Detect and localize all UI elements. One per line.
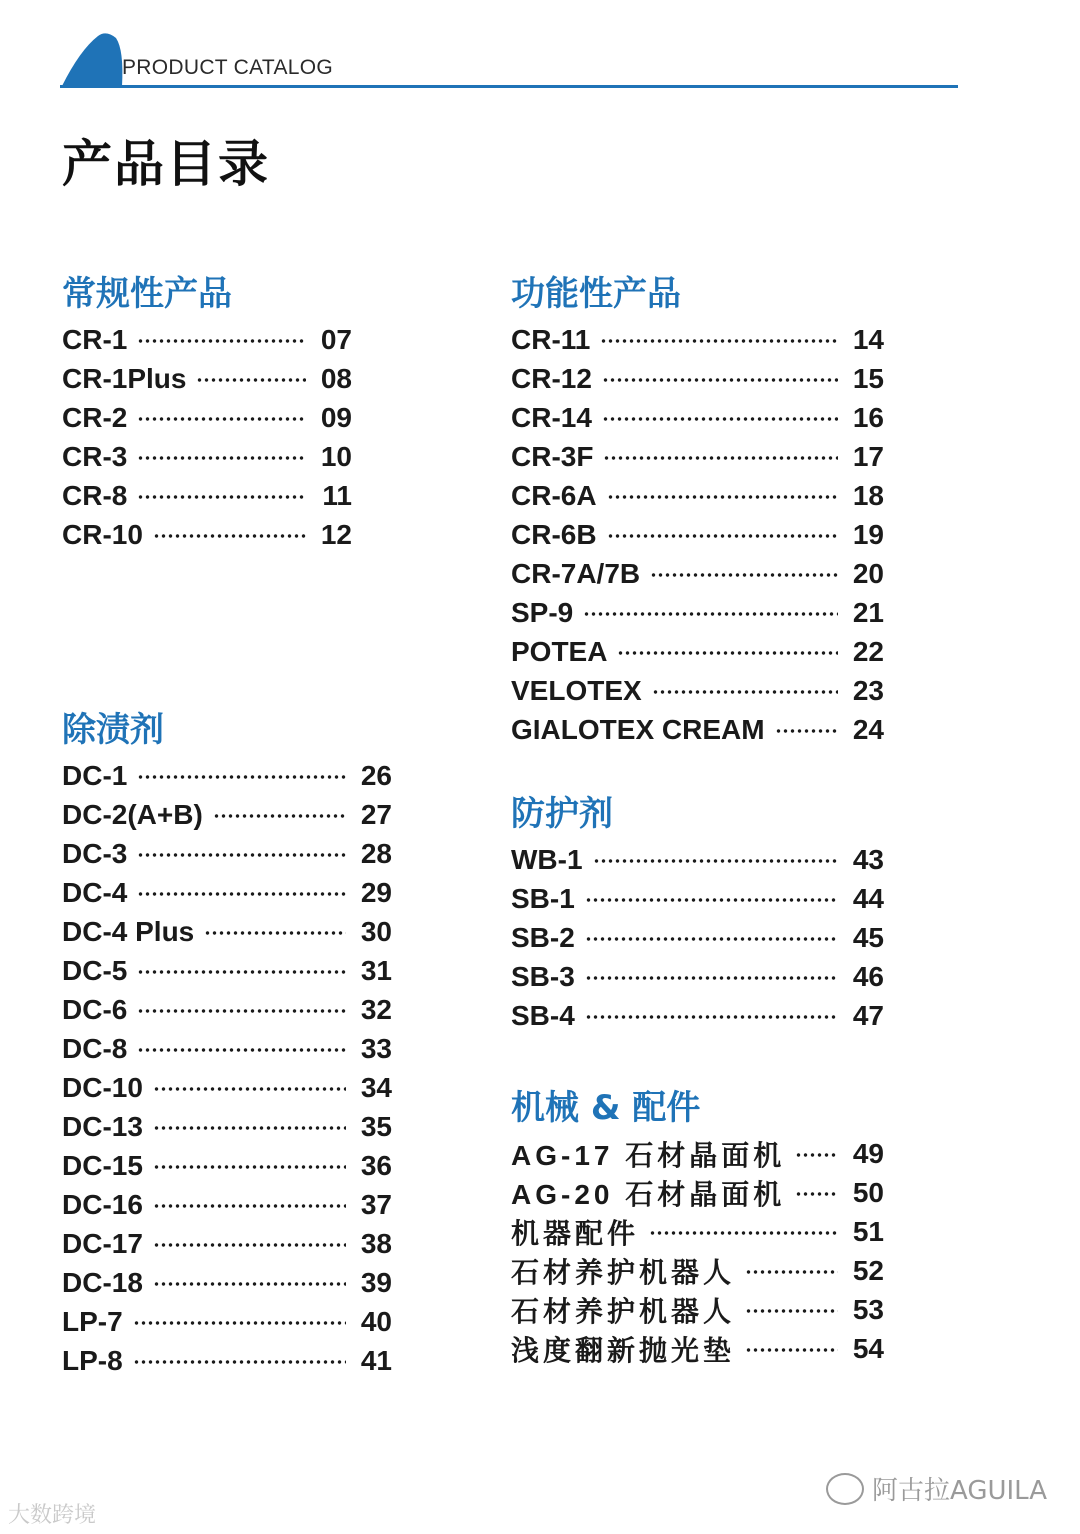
dot-leader — [213, 814, 346, 818]
toc-entry[interactable] — [511, 437, 884, 476]
entry-name: DC-4 — [62, 876, 128, 908]
entry-page-number: 26 — [360, 759, 392, 791]
dot-leader — [153, 534, 306, 538]
entry-page-number: 30 — [360, 915, 392, 947]
entry-name: 浅度翻新抛光垫 — [511, 1334, 736, 1366]
entry-page-number: 24 — [852, 713, 884, 745]
dot-leader — [137, 495, 306, 499]
dot-leader — [602, 378, 838, 382]
toc-entry[interactable] — [62, 476, 352, 515]
entry-page-number: 20 — [852, 557, 884, 589]
toc-entry[interactable] — [62, 756, 392, 795]
toc-entry[interactable] — [62, 912, 392, 951]
entry-page-number: 15 — [852, 362, 884, 394]
toc-entry[interactable] — [62, 1263, 392, 1302]
dot-leader — [652, 690, 838, 694]
toc-entry[interactable] — [511, 398, 884, 437]
entry-page-number: 28 — [360, 837, 392, 869]
entry-name: CR-14 — [511, 401, 592, 433]
toc-entry[interactable] — [511, 1251, 884, 1290]
toc-entry[interactable] — [511, 632, 884, 671]
dot-leader — [153, 1126, 346, 1130]
dot-leader — [196, 378, 306, 382]
dot-leader — [649, 1231, 838, 1235]
entry-name: CR-11 — [511, 323, 591, 355]
catalog-header — [60, 30, 958, 90]
entry-page-number: 32 — [360, 993, 392, 1025]
entry-page-number: 09 — [320, 401, 352, 433]
entry-name: CR-2 — [62, 401, 128, 433]
dot-leader — [153, 1243, 346, 1247]
dot-leader — [745, 1309, 838, 1313]
entry-page-number: 51 — [852, 1215, 884, 1247]
toc-entry[interactable] — [62, 1224, 392, 1263]
dot-leader — [602, 417, 838, 421]
toc-entry[interactable] — [62, 1302, 392, 1341]
toc-entry[interactable] — [511, 996, 884, 1035]
entry-name: WB-1 — [511, 843, 583, 875]
entry-name: 机器配件 — [511, 1217, 640, 1249]
toc-entry[interactable] — [511, 1134, 884, 1173]
entry-page-number: 33 — [360, 1032, 392, 1064]
entry-page-number: 18 — [852, 479, 884, 511]
entry-page-number: 49 — [852, 1137, 884, 1169]
dot-leader — [600, 339, 838, 343]
entry-list — [62, 320, 352, 554]
dot-leader — [153, 1204, 346, 1208]
entry-name: DC-18 — [62, 1266, 143, 1298]
dot-leader — [133, 1360, 346, 1364]
entry-page-number: 52 — [852, 1254, 884, 1286]
toc-entry[interactable] — [62, 795, 392, 834]
toc-entry[interactable] — [62, 873, 392, 912]
entry-name: SB-3 — [511, 960, 575, 992]
entry-page-number: 08 — [320, 362, 352, 394]
toc-entry[interactable] — [511, 1329, 884, 1368]
toc-entry[interactable] — [511, 1290, 884, 1329]
watermark-left: 大数跨境 — [8, 1503, 97, 1528]
entry-name: DC-1 — [62, 759, 128, 791]
section-title: 防护剂 — [511, 794, 613, 834]
toc-entry[interactable] — [511, 1212, 884, 1251]
entry-page-number: 11 — [322, 479, 352, 511]
watermark-right-label: 阿古拉AGUILA — [872, 1476, 1048, 1506]
toc-entry[interactable] — [511, 879, 884, 918]
toc-entry[interactable] — [62, 1185, 392, 1224]
entry-page-number: 41 — [360, 1344, 392, 1376]
entry-name: 石材养护机器人 — [511, 1256, 736, 1288]
entry-page-number: 53 — [852, 1293, 884, 1325]
section-protectants — [511, 788, 884, 1035]
entry-page-number: 36 — [360, 1149, 392, 1181]
entry-name: CR-8 — [62, 479, 128, 511]
entry-page-number: 17 — [852, 440, 884, 472]
entry-name: DC-16 — [62, 1188, 143, 1220]
entry-page-number: 19 — [852, 518, 884, 550]
entry-page-number: 31 — [360, 954, 392, 986]
dot-leader — [137, 417, 306, 421]
entry-page-number: 14 — [852, 323, 884, 355]
entry-name: 石材养护机器人 — [511, 1295, 736, 1327]
entry-name: DC-17 — [62, 1227, 143, 1259]
toc-entry[interactable] — [511, 1173, 884, 1212]
entry-page-number: 45 — [852, 921, 884, 953]
entry-page-number: 37 — [360, 1188, 392, 1220]
entry-name: AG-20 石材晶面机 — [511, 1178, 786, 1210]
dot-leader — [795, 1153, 838, 1157]
entry-page-number: 34 — [360, 1071, 392, 1103]
entry-name: DC-15 — [62, 1149, 143, 1181]
entry-name: DC-8 — [62, 1032, 128, 1064]
dot-leader — [137, 892, 346, 896]
dot-leader — [153, 1165, 346, 1169]
entry-page-number: 39 — [360, 1266, 392, 1298]
toc-entry[interactable] — [511, 515, 884, 554]
section-functional — [511, 268, 884, 749]
section-regular — [62, 268, 352, 554]
toc-entry[interactable] — [62, 951, 392, 990]
dot-leader — [585, 898, 838, 902]
chat-bubble-icon — [826, 1473, 864, 1505]
entry-list — [511, 1134, 884, 1368]
entry-name: CR-1Plus — [62, 362, 187, 394]
section-title: 机械 & 配件 — [511, 1088, 701, 1128]
dot-leader — [204, 931, 346, 935]
entry-name: CR-12 — [511, 362, 592, 394]
toc-entry[interactable] — [62, 834, 392, 873]
entry-name: DC-4 Plus — [62, 915, 195, 947]
entry-name: CR-1 — [62, 323, 128, 355]
entry-name: POTEA — [511, 635, 608, 667]
entry-name: CR-3 — [62, 440, 128, 472]
entry-name: DC-10 — [62, 1071, 143, 1103]
entry-name: CR-7A/7B — [511, 557, 641, 589]
toc-entry[interactable] — [511, 840, 884, 879]
toc-entry[interactable] — [62, 1068, 392, 1107]
entry-page-number: 43 — [852, 843, 884, 875]
entry-name: DC-5 — [62, 954, 128, 986]
dot-leader — [585, 1015, 838, 1019]
entry-page-number: 10 — [320, 440, 352, 472]
entry-name: CR-6A — [511, 479, 597, 511]
entry-page-number: 38 — [360, 1227, 392, 1259]
entry-name: GIALOTEX CREAM — [511, 713, 765, 745]
toc-entry[interactable] — [62, 437, 352, 476]
entry-page-number: 47 — [852, 999, 884, 1031]
entry-name: DC-3 — [62, 837, 128, 869]
entry-name: LP-8 — [62, 1344, 123, 1376]
dot-leader — [775, 729, 838, 733]
dot-leader — [137, 339, 306, 343]
entry-name: SB-4 — [511, 999, 575, 1031]
entry-name: AG-17 石材晶面机 — [511, 1139, 786, 1171]
entry-name: CR-10 — [62, 518, 143, 550]
entry-page-number: 22 — [852, 635, 884, 667]
dot-leader — [745, 1270, 838, 1274]
dot-leader — [603, 456, 838, 460]
entry-name: DC-13 — [62, 1110, 143, 1142]
entry-list — [511, 320, 884, 749]
toc-entry[interactable] — [511, 918, 884, 957]
toc-entry[interactable] — [62, 515, 352, 554]
entry-page-number: 46 — [852, 960, 884, 992]
dot-leader — [650, 573, 838, 577]
dot-leader — [137, 456, 306, 460]
toc-entry[interactable] — [511, 593, 884, 632]
entry-name: DC-2(A+B) — [62, 798, 203, 830]
entry-page-number: 21 — [852, 596, 884, 628]
toc-entry[interactable] — [62, 1107, 392, 1146]
toc-entry[interactable] — [62, 1341, 392, 1380]
header-label: PRODUCT CATALOG — [122, 56, 334, 79]
dot-leader — [607, 495, 838, 499]
dot-leader — [153, 1087, 346, 1091]
entry-name: DC-6 — [62, 993, 128, 1025]
dot-leader — [137, 1009, 346, 1013]
entry-name: LP-7 — [62, 1305, 123, 1337]
entry-page-number: 44 — [852, 882, 884, 914]
entry-list — [62, 756, 392, 1380]
section-title: 常规性产品 — [62, 274, 232, 314]
toc-entry[interactable] — [511, 476, 884, 515]
toc-entry[interactable] — [511, 671, 884, 710]
entry-page-number: 29 — [360, 876, 392, 908]
dot-leader — [137, 970, 346, 974]
entry-name: VELOTEX — [511, 674, 642, 706]
entry-page-number: 27 — [360, 798, 392, 830]
dot-leader — [745, 1348, 838, 1352]
toc-entry[interactable] — [62, 1146, 392, 1185]
toc-entry[interactable] — [62, 320, 352, 359]
page-title: 产品目录 — [62, 135, 270, 193]
toc-entry[interactable] — [511, 957, 884, 996]
toc-entry[interactable] — [511, 359, 884, 398]
entry-list — [511, 840, 884, 1035]
dot-leader — [133, 1321, 346, 1325]
entry-name: CR-3F — [511, 440, 594, 472]
section-title: 功能性产品 — [511, 274, 681, 314]
dot-leader — [795, 1192, 838, 1196]
dot-leader — [153, 1282, 346, 1286]
entry-name: SB-1 — [511, 882, 575, 914]
entry-page-number: 07 — [320, 323, 352, 355]
entry-page-number: 12 — [320, 518, 352, 550]
dot-leader — [617, 651, 838, 655]
dot-leader — [593, 859, 838, 863]
toc-entry[interactable] — [511, 554, 884, 593]
entry-name: CR-6B — [511, 518, 597, 550]
entry-page-number: 35 — [360, 1110, 392, 1142]
toc-entry[interactable] — [511, 320, 884, 359]
entry-name: SP-9 — [511, 596, 574, 628]
dot-leader — [137, 853, 346, 857]
dot-leader — [583, 612, 838, 616]
dot-leader — [585, 976, 838, 980]
dot-leader — [607, 534, 838, 538]
toc-entry[interactable] — [62, 398, 352, 437]
dot-leader — [585, 937, 838, 941]
section-title: 除渍剂 — [62, 710, 164, 750]
section-machinery — [511, 1082, 884, 1368]
toc-entry[interactable] — [62, 359, 352, 398]
entry-page-number: 23 — [852, 674, 884, 706]
entry-page-number: 16 — [852, 401, 884, 433]
toc-entry[interactable] — [62, 1029, 392, 1068]
dot-leader — [137, 1048, 346, 1052]
entry-page-number: 54 — [852, 1332, 884, 1364]
toc-entry[interactable] — [511, 710, 884, 749]
watermark-right — [826, 1470, 1047, 1507]
dot-leader — [137, 775, 346, 779]
entry-page-number: 50 — [852, 1176, 884, 1208]
section-stain-removers — [62, 704, 392, 1380]
entry-name: SB-2 — [511, 921, 575, 953]
toc-entry[interactable] — [62, 990, 392, 1029]
entry-page-number: 40 — [360, 1305, 392, 1337]
